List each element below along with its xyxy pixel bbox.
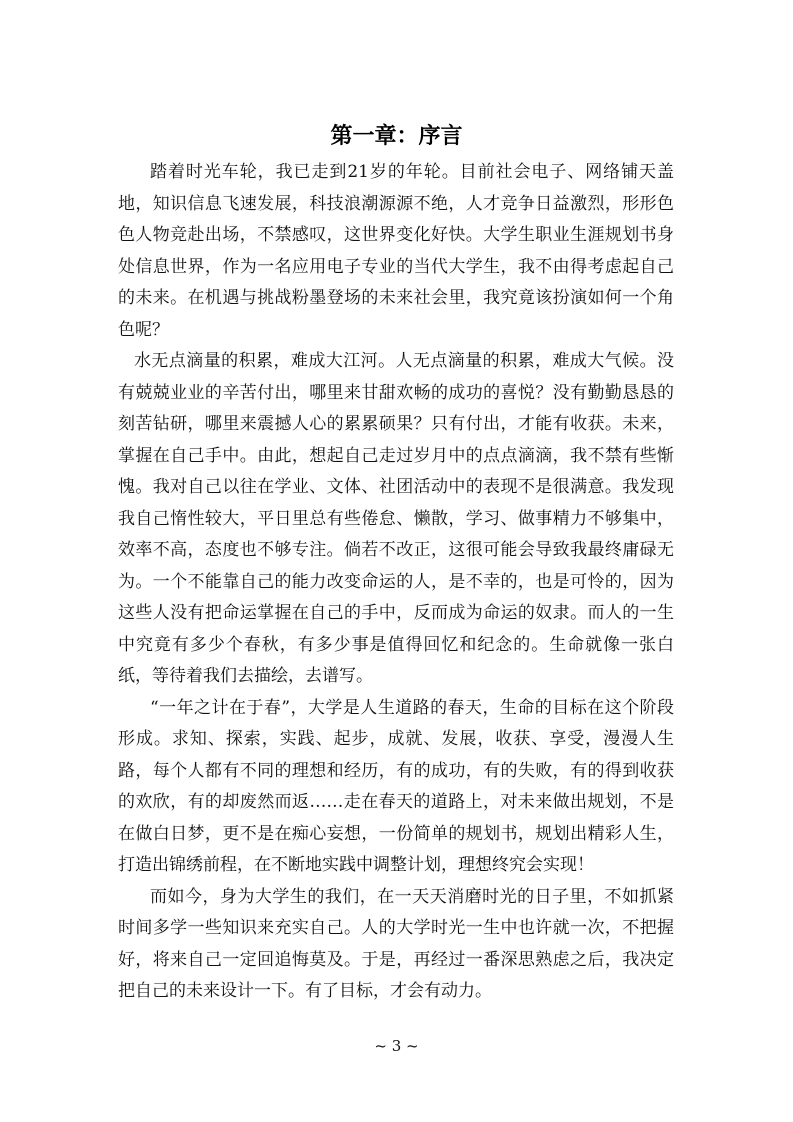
paragraph-1: 踏着时光车轮，我已走到21岁的年轮。目前社会电子、网络铺天盖地，知识信息飞速发展，科技浪潮源源不绝，人才竞争日益激烈，形形色色人物竞赴出场，不禁感叹，这世界变化好快。大学生职业生涯规划书身处信息世界，作为一名应用电子专业的当代大学生，我不由得考虑起自己的未来。在机遇与挑战粉墨登场的未来社会里，我究竟该扮演如何一个角色呢？ — [118, 162, 674, 340]
paragraph-3: “一年之计在于春”，大学是人生道路的春天，生命的目标在这个阶段形成。求知、探索，实践、起步，成就、发展，收获、享受，漫漫人生路，每个人都有不同的理想和经历，有的成功，有的失败，有的得到收获的欢欣，有的却废然而返……走在春天的道路上，对未来做出规划，不是在做白日梦，更不是在痴心妄想，一份简单的规划书，规划出精彩人生，打造出锦绣前程，在不断地实践中调整计划，理想终究会实现！ — [118, 697, 674, 875]
page-number: ~ 3 ~ — [374, 1037, 419, 1055]
paragraph-4: 而如今，身为大学生的我们，在一天天消磨时光的日子里，不如抓紧时间多学一些知识来充实自己。人的大学时光一生中也许就一次，不把握好，将来自己一定回追悔莫及。于是，再经过一番深思熟虑之后，我决定把自己的未来设计一下。有了目标，才会有动力。 — [118, 886, 674, 1001]
paragraph-2: 水无点滴量的积累，难成大江河。人无点滴量的积累，难成大气候。没有兢兢业业的辛苦付出，哪里来甘甜欢畅的成功的喜悦？没有勤勤恳恳的刻苦钻研，哪里来震撼人心的累累硕果？只有付出，才能有收获。未来，掌握在自己手中。由此，想起自己走过岁月中的点点滴滴，我不禁有些惭愧。我对自己以往在学业、文体、社团活动中的表现不是很满意。我发现我自己惰性较大，平日里总有些倦怠、懒散，学习、做事精力不够集中，效率不高，态度也不够专注。倘若不改正，这很可能会导致我最终庸碌无为。一个不能靠自己的能力改变命运的人，是不幸的，也是可怜的，因为这些人没有把命运掌握在自己的手中，反而成为命运的奴隶。而人的一生中究竟有多少个春秋，有多少事是值得回忆和纪念的。生命就像一张白纸，等待着我们去描绘，去谱写。 — [118, 351, 674, 686]
body-text — [118, 157, 674, 1008]
chapter-title: 第一章：序言 — [330, 124, 463, 149]
